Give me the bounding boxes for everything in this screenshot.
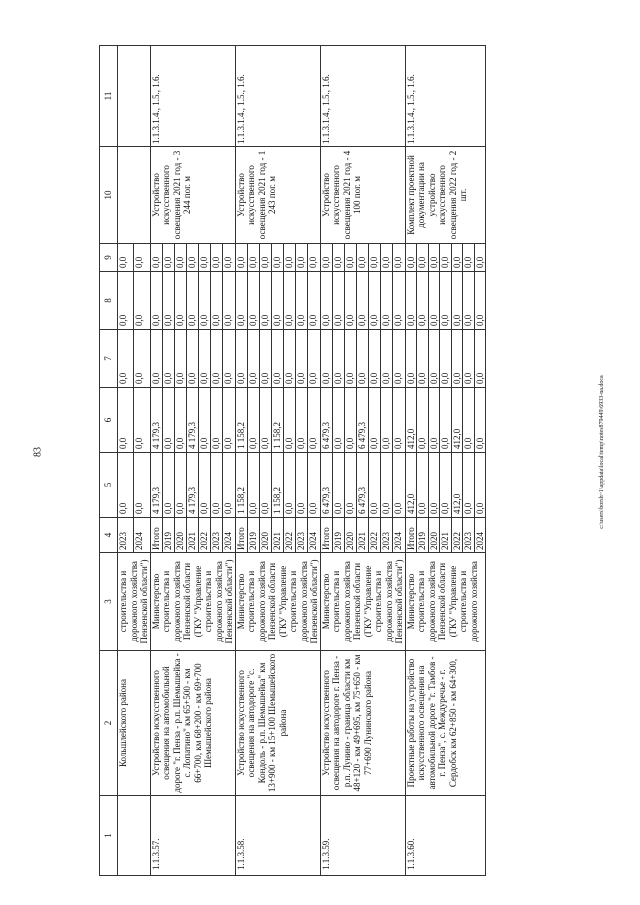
year-cell: 2019 [162, 518, 174, 553]
amount-cell: 0,0 [223, 330, 235, 388]
year-cell: 2020 [428, 518, 440, 553]
year-cell: 2023 [118, 518, 134, 553]
amount-cell: 0,0 [247, 244, 259, 272]
amount-cell: 0,0 [235, 244, 247, 272]
amount-cell: 0,0 [223, 388, 235, 453]
amount-cell: 0,0 [332, 453, 344, 518]
amount-cell: 1 158,2 [271, 453, 283, 518]
indicator-cell: 1.1.3.1.4., 1.5., 1.6. [150, 46, 235, 147]
result-cell: Устройство искусственного освещения 2021 год - 1 243 пог. м [235, 147, 320, 244]
amount-cell: 0,0 [134, 388, 150, 453]
year-cell: 2023 [296, 518, 308, 553]
amount-cell: 0,0 [474, 272, 486, 330]
amount-cell: 0,0 [284, 330, 296, 388]
amount-cell: 0,0 [356, 330, 368, 388]
amount-cell: 0,0 [451, 244, 463, 272]
amount-cell: 0,0 [356, 272, 368, 330]
amount-cell: 412,0 [451, 453, 463, 518]
amount-cell: 0,0 [134, 453, 150, 518]
year-cell: 2019 [417, 518, 429, 553]
amount-cell: 0,0 [440, 453, 452, 518]
amount-cell: 1 158,2 [235, 388, 247, 453]
amount-cell: 0,0 [369, 388, 381, 453]
table-row [150, 46, 162, 876]
year-cell: 2022 [199, 518, 211, 553]
amount-cell: 0,0 [296, 272, 308, 330]
amount-cell: 0,0 [118, 388, 134, 453]
amount-cell: 0,0 [259, 272, 271, 330]
page-number: 83 [32, 447, 44, 457]
indicator-cell [118, 46, 151, 147]
amount-cell: 0,0 [463, 244, 475, 272]
amount-cell: 0,0 [308, 330, 320, 388]
amount-cell: 0,0 [296, 453, 308, 518]
table-row [118, 46, 134, 876]
amount-cell: 0,0 [118, 244, 134, 272]
amount-cell: 0,0 [381, 453, 393, 518]
amount-cell: 0,0 [211, 453, 223, 518]
amount-cell: 0,0 [235, 330, 247, 388]
amount-cell: 0,0 [428, 453, 440, 518]
amount-cell: 412,0 [405, 388, 417, 453]
amount-cell: 0,0 [296, 388, 308, 453]
table-row [235, 46, 247, 876]
activity-name-cell: Устройство искусственного освещения на автодороге г. Пенза - р.п. Лунино - граница области км 48+120 - км 49+695, км 75+650 - км 77+690 Лунинского района [320, 651, 405, 796]
amount-cell: 4 179,3 [186, 388, 198, 453]
year-cell: 2021 [271, 518, 283, 553]
amount-cell: 0,0 [344, 272, 356, 330]
year-cell: 2024 [474, 518, 486, 553]
record-number-cell: 1.1.3.57. [150, 796, 235, 876]
year-cell: 2022 [284, 518, 296, 553]
amount-cell: 0,0 [199, 272, 211, 330]
amount-cell: 0,0 [417, 453, 429, 518]
amount-cell: 0,0 [118, 453, 134, 518]
amount-cell: 0,0 [369, 272, 381, 330]
amount-cell: 0,0 [199, 388, 211, 453]
table-body [118, 46, 486, 876]
year-cell: 2022 [369, 518, 381, 553]
amount-cell: 0,0 [344, 388, 356, 453]
year-cell: Итого [320, 518, 332, 553]
amount-cell: 0,0 [474, 244, 486, 272]
amount-cell: 412,0 [451, 388, 463, 453]
amount-cell: 0,0 [393, 330, 405, 388]
amount-cell: 0,0 [199, 330, 211, 388]
amount-cell: 1 158,2 [271, 388, 283, 453]
amount-cell: 0,0 [308, 453, 320, 518]
record-number-cell [118, 796, 151, 876]
amount-cell: 0,0 [381, 272, 393, 330]
amount-cell: 0,0 [332, 244, 344, 272]
col-header: 8 [100, 272, 118, 330]
amount-cell: 0,0 [162, 453, 174, 518]
amount-cell: 0,0 [247, 388, 259, 453]
amount-cell: 0,0 [451, 330, 463, 388]
amount-cell: 0,0 [369, 330, 381, 388]
amount-cell: 0,0 [440, 272, 452, 330]
amount-cell: 0,0 [344, 453, 356, 518]
amount-cell: 0,0 [162, 244, 174, 272]
amount-cell: 0,0 [451, 272, 463, 330]
amount-cell: 0,0 [463, 272, 475, 330]
amount-cell: 0,0 [284, 244, 296, 272]
amount-cell: 0,0 [369, 244, 381, 272]
amount-cell: 0,0 [271, 330, 283, 388]
amount-cell: 0,0 [344, 330, 356, 388]
executor-cell: Министерство строительства и дорожного хозяйства Пензенской области (ГКУ "Управление строительства и дорожного хозяйства Пензенской области") [320, 553, 405, 651]
result-cell [118, 147, 151, 244]
amount-cell: 0,0 [211, 272, 223, 330]
col-header: 4 [100, 518, 118, 553]
amount-cell: 0,0 [308, 244, 320, 272]
amount-cell: 0,0 [332, 330, 344, 388]
col-header: 10 [100, 147, 118, 244]
amount-cell: 0,0 [162, 330, 174, 388]
amount-cell: 0,0 [474, 330, 486, 388]
amount-cell: 0,0 [474, 453, 486, 518]
amount-cell: 0,0 [174, 388, 186, 453]
amount-cell: 0,0 [332, 388, 344, 453]
amount-cell: 0,0 [150, 272, 162, 330]
year-cell: 2023 [463, 518, 475, 553]
year-cell: 2020 [259, 518, 271, 553]
year-cell: 2024 [308, 518, 320, 553]
activity-name-cell: Кольшлейского района [118, 651, 151, 796]
amount-cell: 0,0 [223, 453, 235, 518]
year-cell: 2019 [332, 518, 344, 553]
record-number-cell: 1.1.3.58. [235, 796, 320, 876]
amount-cell: 0,0 [247, 272, 259, 330]
amount-cell: 0,0 [284, 388, 296, 453]
amount-cell: 0,0 [440, 388, 452, 453]
year-cell: 2022 [451, 518, 463, 553]
year-cell: 2021 [440, 518, 452, 553]
amount-cell: 6 479,3 [356, 453, 368, 518]
amount-cell: 0,0 [320, 244, 332, 272]
executor-cell: Министерство строительства и дорожного хозяйства Пензенской области (ГКУ "Управление строительства и дорожного хозяйства [405, 553, 486, 651]
amount-cell: 0,0 [356, 244, 368, 272]
amount-cell: 6 479,3 [356, 388, 368, 453]
amount-cell: 0,0 [344, 244, 356, 272]
amount-cell: 0,0 [259, 453, 271, 518]
amount-cell: 0,0 [417, 388, 429, 453]
amount-cell: 0,0 [428, 272, 440, 330]
amount-cell: 0,0 [174, 244, 186, 272]
amount-cell: 0,0 [150, 244, 162, 272]
amount-cell: 0,0 [381, 244, 393, 272]
amount-cell: 0,0 [118, 330, 134, 388]
amount-cell: 1 158,2 [235, 453, 247, 518]
amount-cell: 0,0 [296, 330, 308, 388]
amount-cell: 0,0 [259, 244, 271, 272]
year-cell: 2020 [174, 518, 186, 553]
year-cell: 2019 [247, 518, 259, 553]
amount-cell: 0,0 [308, 388, 320, 453]
amount-cell: 0,0 [235, 272, 247, 330]
amount-cell: 0,0 [186, 272, 198, 330]
table-row [405, 46, 417, 876]
amount-cell: 0,0 [369, 453, 381, 518]
amount-cell: 6 479,3 [320, 388, 332, 453]
col-header: 7 [100, 330, 118, 388]
year-cell: 2024 [393, 518, 405, 553]
amount-cell: 0,0 [417, 244, 429, 272]
amount-cell: 6 479,3 [320, 453, 332, 518]
amount-cell: 0,0 [417, 330, 429, 388]
amount-cell: 0,0 [186, 244, 198, 272]
year-cell: Итого [150, 518, 162, 553]
amount-cell: 0,0 [223, 244, 235, 272]
amount-cell: 0,0 [428, 244, 440, 272]
amount-cell: 0,0 [174, 330, 186, 388]
amount-cell: 0,0 [296, 244, 308, 272]
amount-cell: 0,0 [308, 272, 320, 330]
amount-cell: 4 179,3 [150, 388, 162, 453]
year-cell: 2021 [356, 518, 368, 553]
amount-cell: 0,0 [440, 330, 452, 388]
amount-cell: 0,0 [271, 244, 283, 272]
amount-cell: 0,0 [247, 453, 259, 518]
col-header: 1 [100, 796, 118, 876]
indicator-cell: 1.1.3.1.4., 1.5., 1.6. [320, 46, 405, 147]
amount-cell: 0,0 [174, 453, 186, 518]
amount-cell: 0,0 [247, 330, 259, 388]
record-number-cell: 1.1.3.60. [405, 796, 486, 876]
year-cell: 2020 [344, 518, 356, 553]
year-cell: 2024 [223, 518, 235, 553]
amount-cell: 0,0 [320, 272, 332, 330]
amount-cell: 0,0 [162, 388, 174, 453]
result-cell: Устройство искусственного освещения 2021 год - 3 244 пог. м [150, 147, 235, 244]
amount-cell: 0,0 [134, 330, 150, 388]
amount-cell: 4 179,3 [150, 453, 162, 518]
amount-cell: 0,0 [405, 272, 417, 330]
col-header: 6 [100, 388, 118, 453]
amount-cell: 0,0 [284, 453, 296, 518]
amount-cell: 0,0 [259, 388, 271, 453]
year-cell: 2021 [186, 518, 198, 553]
amount-cell: 4 179,3 [186, 453, 198, 518]
amount-cell: 0,0 [211, 330, 223, 388]
col-header: 9 [100, 244, 118, 272]
amount-cell: 0,0 [320, 330, 332, 388]
amount-cell: 0,0 [393, 244, 405, 272]
executor-cell: Министерство строительства и дорожного хозяйства Пензенской области (ГКУ "Управление строительства и дорожного хозяйства Пензенской области") [150, 553, 235, 651]
activity-name-cell: Проектные работы на устройство искусственного освещения на автомобильной дороге "г. Тамбов - г. Пенза", с. Междуречье - г. Сердобск км 62+850 - км 64+300, [405, 651, 486, 796]
amount-cell: 0,0 [463, 388, 475, 453]
amount-cell: 0,0 [174, 272, 186, 330]
amount-cell: 0,0 [186, 330, 198, 388]
year-cell: 2023 [211, 518, 223, 553]
footer-file-path: c:\users\borsh~1\appdata\local\temp\notes879449\6933-na.doca [599, 375, 605, 529]
record-number-cell: 1.1.3.59. [320, 796, 405, 876]
amount-cell: 0,0 [381, 330, 393, 388]
amount-cell: 0,0 [134, 272, 150, 330]
amount-cell: 0,0 [417, 272, 429, 330]
indicator-cell: 1.1.3.1.4., 1.5., 1.6. [235, 46, 320, 147]
amount-cell: 0,0 [474, 388, 486, 453]
amount-cell: 0,0 [118, 272, 134, 330]
activity-name-cell: Устройство искусственного освещения на автодороге "с. Кондоль - р.п. Шемышейка" км 13+900 - км 15+100 Шемышейского района [235, 651, 320, 796]
rotated-table-container [99, 46, 605, 876]
amount-cell: 0,0 [463, 453, 475, 518]
year-cell: 2023 [381, 518, 393, 553]
amount-cell: 0,0 [211, 388, 223, 453]
amount-cell: 0,0 [393, 453, 405, 518]
table-row [320, 46, 332, 876]
amount-cell: 0,0 [162, 272, 174, 330]
amount-cell: 0,0 [440, 244, 452, 272]
amount-cell: 0,0 [271, 272, 283, 330]
executor-cell: строительства и дорожного хозяйства Пензенской области") [118, 553, 151, 651]
result-cell: Устройство искусственного освещения 2021 год - 4 100 пог. м [320, 147, 405, 244]
col-header: 11 [100, 46, 118, 147]
amount-cell: 0,0 [150, 330, 162, 388]
col-header: 3 [100, 553, 118, 651]
executor-cell: Министерство строительства и дорожного хозяйства Пензенской области (ГКУ "Управление строительства и дорожного хозяйства Пензенской области") [235, 553, 320, 651]
activity-name-cell: Устройство искусственного освещения на автомобильной дороге "г. Пенза - р.п. Шемышейка - с. Лопатино" км 65+500 - км 66+700, км 68+200 - км 69+700 Шемышейского района [150, 651, 235, 796]
amount-cell: 0,0 [393, 272, 405, 330]
col-header: 5 [100, 453, 118, 518]
amount-cell: 0,0 [428, 388, 440, 453]
amount-cell: 0,0 [223, 272, 235, 330]
amount-cell: 0,0 [428, 330, 440, 388]
amount-cell: 0,0 [199, 244, 211, 272]
amount-cell: 0,0 [463, 330, 475, 388]
amount-cell: 0,0 [211, 244, 223, 272]
year-cell: 2024 [134, 518, 150, 553]
year-cell: Итого [405, 518, 417, 553]
result-cell: Комплект проектной документации на устройство искусственного освещения 2022 год - 2 шт. [405, 147, 486, 244]
amount-cell: 0,0 [405, 244, 417, 272]
amount-cell: 0,0 [134, 244, 150, 272]
amount-cell: 0,0 [405, 330, 417, 388]
year-cell: Итого [235, 518, 247, 553]
indicator-cell: 1.1.3.1.4., 1.5., 1.6. [405, 46, 486, 147]
amount-cell: 0,0 [332, 272, 344, 330]
amount-cell: 0,0 [259, 330, 271, 388]
program-activities-table [99, 45, 486, 876]
amount-cell: 0,0 [284, 272, 296, 330]
header-row [100, 46, 118, 876]
amount-cell: 0,0 [199, 453, 211, 518]
amount-cell: 412,0 [405, 453, 417, 518]
amount-cell: 0,0 [393, 388, 405, 453]
amount-cell: 0,0 [381, 388, 393, 453]
col-header: 2 [100, 651, 118, 796]
